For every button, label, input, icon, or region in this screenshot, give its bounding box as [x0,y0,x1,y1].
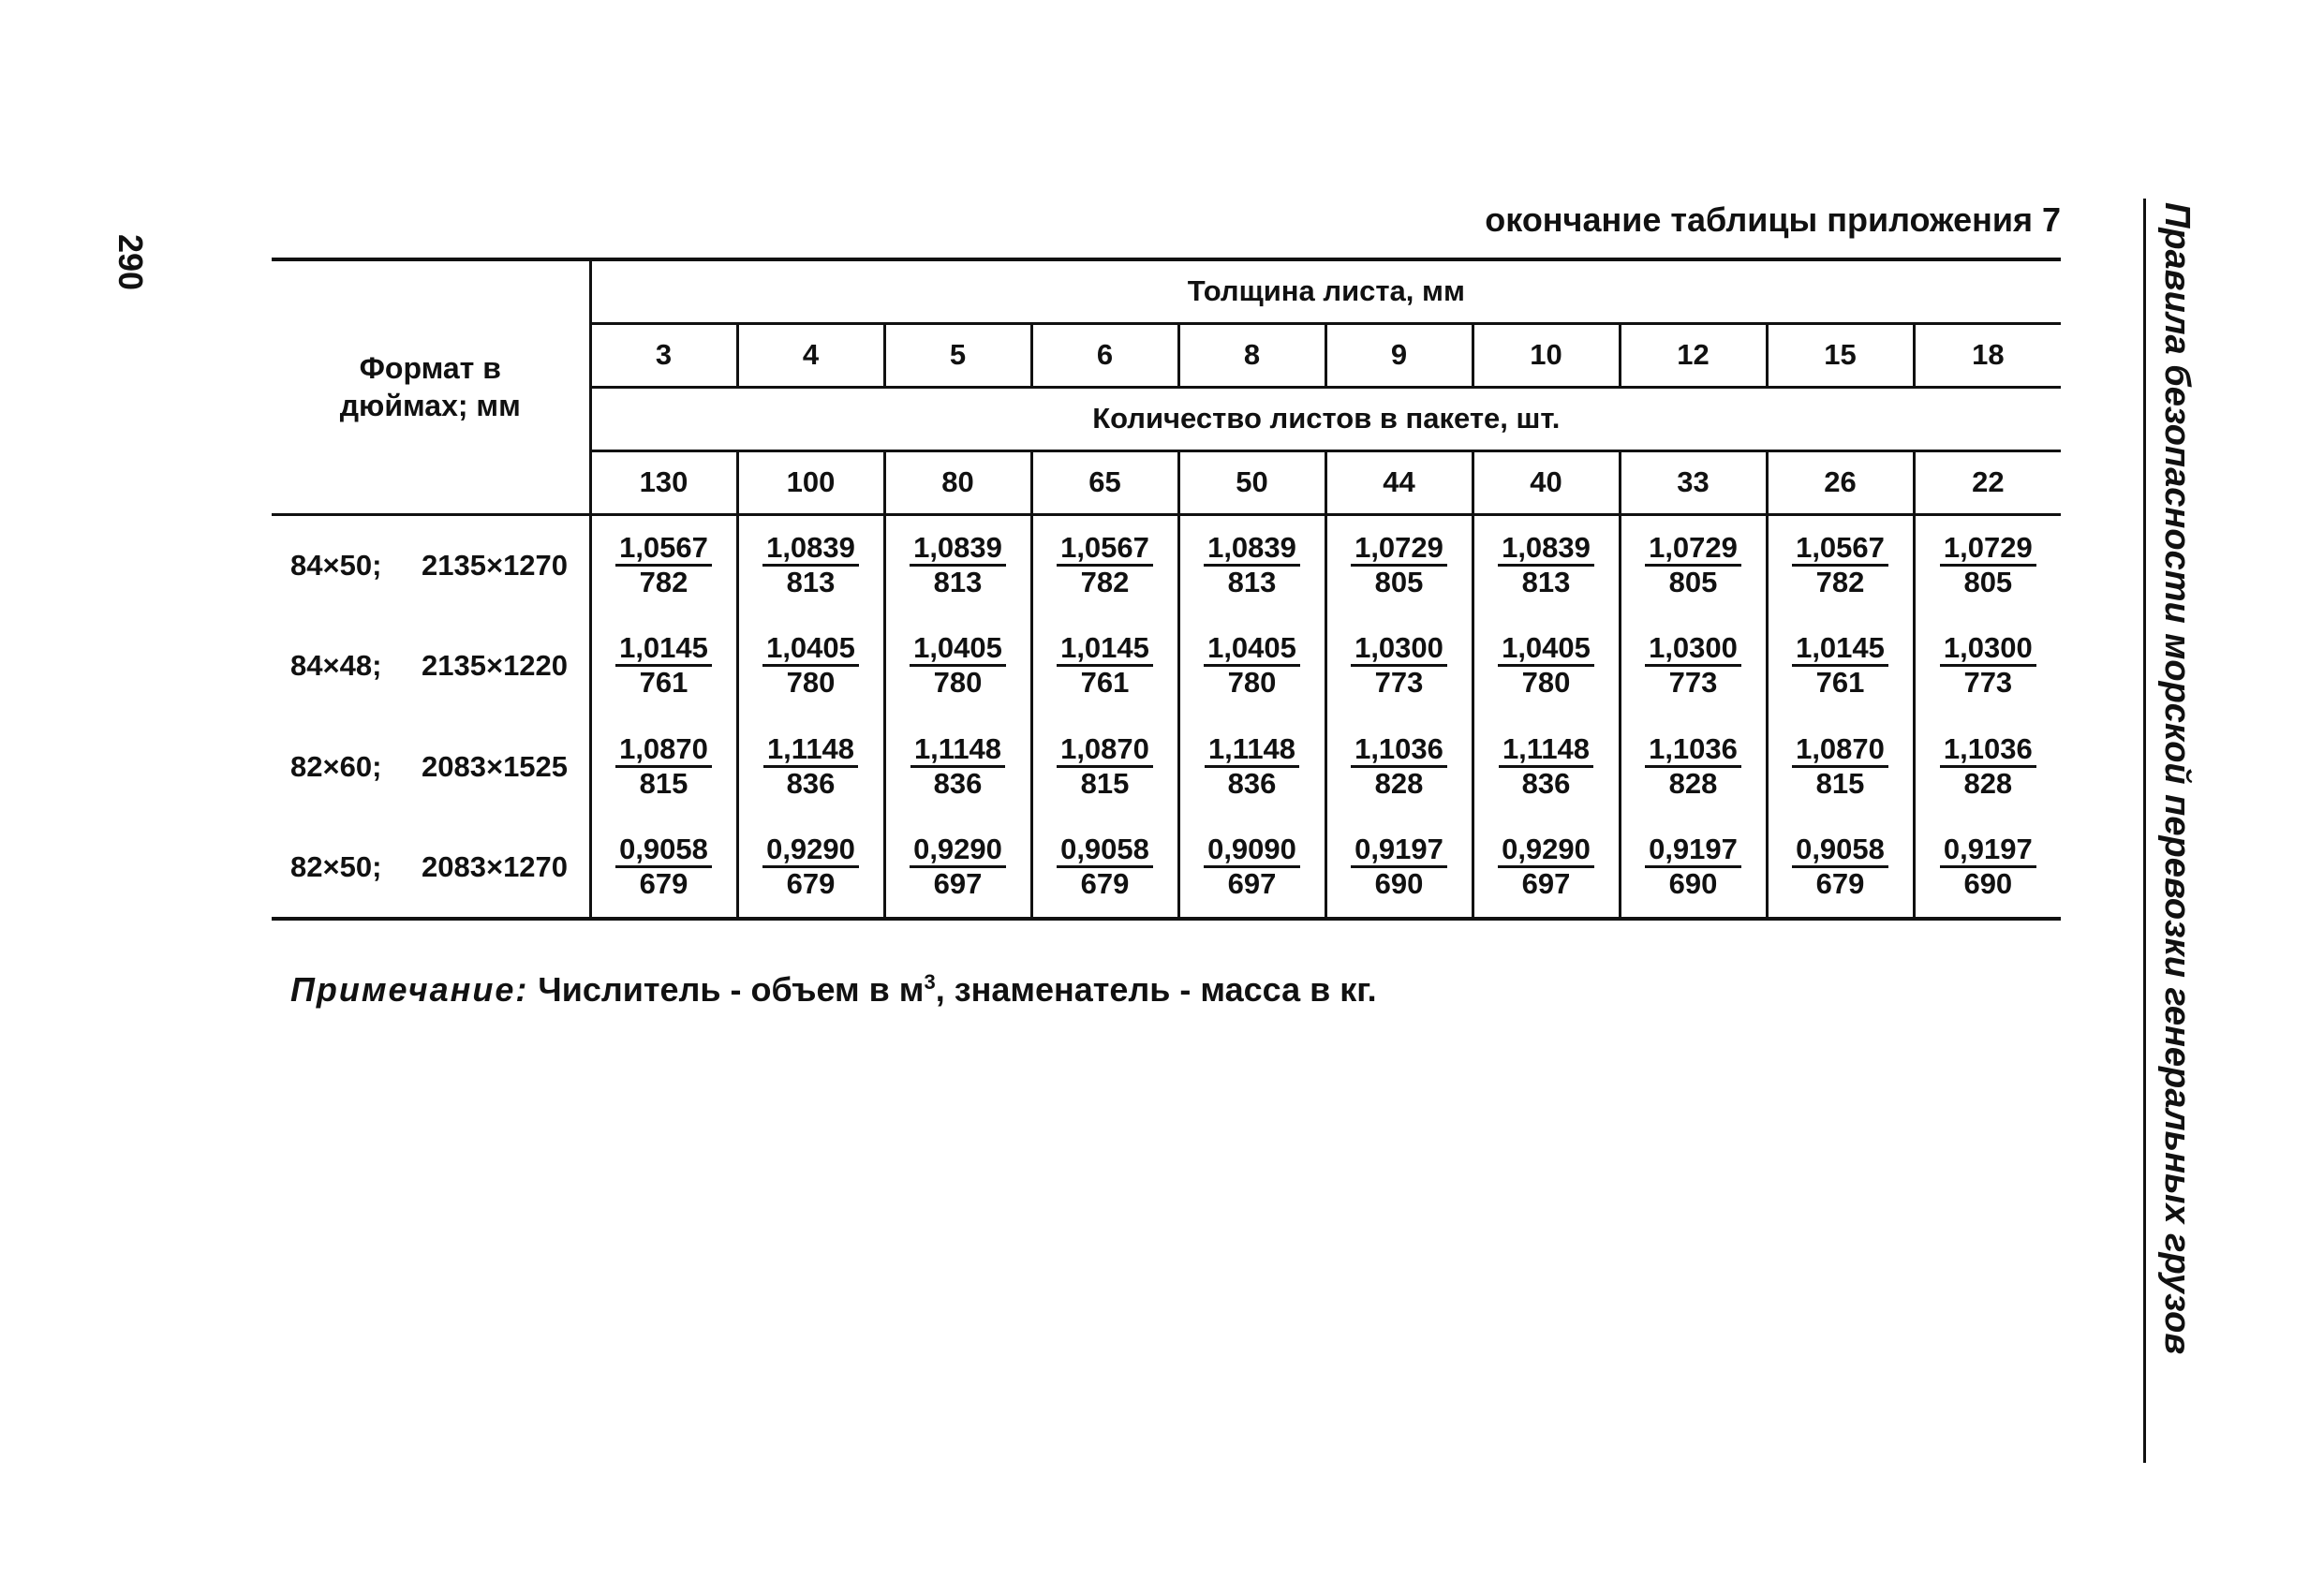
fraction [1205,733,1299,800]
fraction [1351,833,1447,900]
volume-value: 0,9197 [1645,833,1741,868]
count-cell: 130 [590,450,737,514]
mass-value: 805 [1374,565,1424,598]
volume-value: 1,0729 [1645,532,1741,567]
volume-value: 1,0145 [1792,632,1888,667]
mass-value: 782 [639,565,688,598]
fraction [1204,833,1300,900]
format-inches: 84×48; [290,649,382,682]
fraction [1940,733,2036,800]
thickness-cell: 4 [737,323,884,387]
fraction [1498,833,1594,900]
thickness-cell: 18 [1914,323,2061,387]
value-cell [884,818,1031,919]
count-cell: 40 [1473,450,1620,514]
mass-value: 679 [1815,867,1865,900]
fraction [1792,733,1888,800]
value-cell [884,716,1031,818]
table-caption: окончание таблицы приложения 7 [1485,200,2061,239]
volume-value: 1,1148 [1499,733,1593,768]
fraction [1940,632,2036,699]
count-cell: 26 [1767,450,1914,514]
volume-value: 1,1148 [763,733,858,768]
volume-value: 1,1148 [910,733,1005,768]
value-cell [1031,818,1178,919]
mass-value: 697 [1521,867,1571,900]
volume-value: 0,9290 [910,833,1006,868]
mass-value: 815 [1080,767,1130,800]
fraction [615,833,712,900]
fraction [1645,632,1741,699]
fraction [1351,632,1447,699]
note-text: Числитель - объем в м [538,970,925,1009]
value-cell [1031,514,1178,615]
thickness-cell: 10 [1473,323,1620,387]
volume-value: 1,0300 [1940,632,2036,667]
value-cell [590,716,737,818]
format-mm: 2083×1270 [422,850,569,883]
table-row [272,514,2061,615]
count-cell: 44 [1325,450,1473,514]
mass-value: 773 [1374,666,1424,699]
mass-value: 780 [1521,666,1571,699]
value-cell [737,818,884,919]
fraction [1351,532,1447,598]
mass-value: 780 [786,666,836,699]
fraction [1057,632,1153,699]
volume-value: 1,0729 [1940,532,2036,567]
volume-value: 1,0870 [1792,733,1888,768]
format-cell [272,716,590,818]
fraction [615,733,712,800]
fraction [1057,833,1153,900]
value-cell [1178,514,1325,615]
volume-value: 1,0729 [1351,532,1447,567]
table-row [272,615,2061,716]
fraction [1792,833,1888,900]
value-cell [737,716,884,818]
format-header-line1: Формат в [359,351,501,386]
fraction [762,532,859,598]
value-cell [1914,514,2061,615]
volume-value: 1,1148 [1205,733,1299,768]
value-cell [1914,716,2061,818]
format-mm: 2083×1525 [422,750,569,783]
fraction [910,733,1005,800]
table-note [290,970,1377,1010]
fraction [1499,733,1593,800]
value-cell [1914,818,2061,919]
volume-value: 1,0567 [615,532,712,567]
table-row [272,716,2061,818]
count-cell: 80 [884,450,1031,514]
mass-value: 836 [1227,767,1277,800]
sheet-package-table [272,258,2061,921]
count-cell: 100 [737,450,884,514]
volume-value: 0,9197 [1351,833,1447,868]
mass-value: 761 [639,666,688,699]
volume-value: 1,0870 [1057,733,1153,768]
mass-value: 828 [1963,767,2013,800]
thickness-cell: 6 [1031,323,1178,387]
fraction [1792,632,1888,699]
volume-value: 1,0839 [1498,532,1594,567]
mass-value: 815 [1815,767,1865,800]
mass-value: 782 [1815,565,1865,598]
value-cell [1325,615,1473,716]
page-number: 290 [111,234,150,291]
count-header: Количество листов в пакете, шт. [590,387,2061,450]
mass-value: 836 [933,767,983,800]
mass-value: 679 [639,867,688,900]
format-inches: 82×50; [290,850,382,883]
table-row [272,818,2061,919]
thickness-cell: 3 [590,323,737,387]
value-cell [590,818,737,919]
mass-value: 805 [1668,565,1718,598]
volume-value: 0,9290 [1498,833,1594,868]
thickness-cell: 12 [1620,323,1767,387]
note-label: Примечание: [290,970,529,1009]
volume-value: 1,0839 [1204,532,1300,567]
fraction [762,632,859,699]
mass-value: 836 [1521,767,1571,800]
format-header [272,259,590,514]
mass-value: 679 [786,867,836,900]
volume-value: 0,9058 [1057,833,1153,868]
value-cell [1473,514,1620,615]
fraction [615,632,712,699]
volume-value: 1,0405 [910,632,1006,667]
fraction [1057,532,1153,598]
fraction [762,833,859,900]
thickness-cell: 8 [1178,323,1325,387]
volume-value: 1,0405 [762,632,859,667]
format-inches: 82×60; [290,750,382,783]
mass-value: 773 [1963,666,2013,699]
value-cell [1178,716,1325,818]
value-cell [1031,615,1178,716]
volume-value: 1,0405 [1204,632,1300,667]
thickness-header: Толщина листа, мм [590,259,2061,323]
value-cell [1767,716,1914,818]
mass-value: 813 [786,565,836,598]
mass-value: 773 [1668,666,1718,699]
fraction [910,532,1006,598]
count-cell: 50 [1178,450,1325,514]
volume-value: 1,1036 [1645,733,1741,768]
value-cell [1325,514,1473,615]
mass-value: 828 [1374,767,1424,800]
mass-value: 679 [1080,867,1130,900]
fraction [1351,733,1447,800]
fraction [1498,632,1594,699]
fraction [615,532,712,598]
fraction [1645,833,1741,900]
value-cell [1914,615,2061,716]
count-cell: 65 [1031,450,1178,514]
fraction [1057,733,1153,800]
mass-value: 697 [1227,867,1277,900]
value-cell [1620,514,1767,615]
volume-value: 0,9058 [615,833,712,868]
volume-value: 1,0300 [1351,632,1447,667]
mass-value: 761 [1815,666,1865,699]
value-cell [1325,818,1473,919]
fraction [1204,532,1300,598]
mass-value: 828 [1668,767,1718,800]
mass-value: 813 [1227,565,1277,598]
value-cell [737,615,884,716]
thickness-cell: 15 [1767,323,1914,387]
mass-value: 697 [933,867,983,900]
fraction [1498,532,1594,598]
fraction [1645,532,1741,598]
value-cell [737,514,884,615]
volume-value: 0,9197 [1940,833,2036,868]
value-cell [1767,514,1914,615]
value-cell [1767,818,1914,919]
volume-value: 1,0300 [1645,632,1741,667]
note-superscript: 3 [924,970,936,994]
value-cell [1325,716,1473,818]
volume-value: 0,9090 [1204,833,1300,868]
volume-value: 1,0145 [1057,632,1153,667]
format-header-line2: дюймах; мм [339,389,521,423]
value-cell [1620,615,1767,716]
volume-value: 1,0870 [615,733,712,768]
value-cell [1178,818,1325,919]
fraction [1940,833,2036,900]
format-cell [272,514,590,615]
side-divider [2143,199,2146,1463]
fraction [1645,733,1741,800]
fraction [1204,632,1300,699]
value-cell [1031,716,1178,818]
value-cell [1473,716,1620,818]
value-cell [1620,818,1767,919]
value-cell [590,514,737,615]
format-mm: 2135×1270 [422,548,569,582]
note-text-end: , знаменатель - масса в кг. [935,970,1377,1009]
value-cell [1473,818,1620,919]
volume-value: 0,9290 [762,833,859,868]
volume-value: 1,1036 [1940,733,2036,768]
mass-value: 815 [639,767,688,800]
mass-value: 782 [1080,565,1130,598]
value-cell [1473,615,1620,716]
count-cell: 22 [1914,450,2061,514]
mass-value: 836 [786,767,836,800]
fraction [1940,532,2036,598]
value-cell [1767,615,1914,716]
volume-value: 1,0567 [1792,532,1888,567]
value-cell [1178,615,1325,716]
mass-value: 761 [1080,666,1130,699]
running-title: Правила безопасности морской перевозки генеральных грузов [2157,202,2197,1355]
mass-value: 690 [1963,867,2013,900]
count-cell: 33 [1620,450,1767,514]
fraction [910,632,1006,699]
volume-value: 1,1036 [1351,733,1447,768]
value-cell [884,514,1031,615]
mass-value: 813 [933,565,983,598]
value-cell [1620,716,1767,818]
volume-value: 1,0839 [910,532,1006,567]
mass-value: 813 [1521,565,1571,598]
mass-value: 690 [1668,867,1718,900]
volume-value: 1,0405 [1498,632,1594,667]
thickness-cell: 9 [1325,323,1473,387]
mass-value: 690 [1374,867,1424,900]
mass-value: 780 [933,666,983,699]
fraction [1792,532,1888,598]
mass-value: 780 [1227,666,1277,699]
value-cell [884,615,1031,716]
format-mm: 2135×1220 [422,649,569,682]
volume-value: 0,9058 [1792,833,1888,868]
volume-value: 1,0145 [615,632,712,667]
mass-value: 805 [1963,565,2013,598]
fraction [910,833,1006,900]
volume-value: 1,0839 [762,532,859,567]
fraction [763,733,858,800]
format-inches: 84×50; [290,548,382,582]
thickness-cell: 5 [884,323,1031,387]
format-cell [272,615,590,716]
format-cell [272,818,590,919]
value-cell [590,615,737,716]
volume-value: 1,0567 [1057,532,1153,567]
